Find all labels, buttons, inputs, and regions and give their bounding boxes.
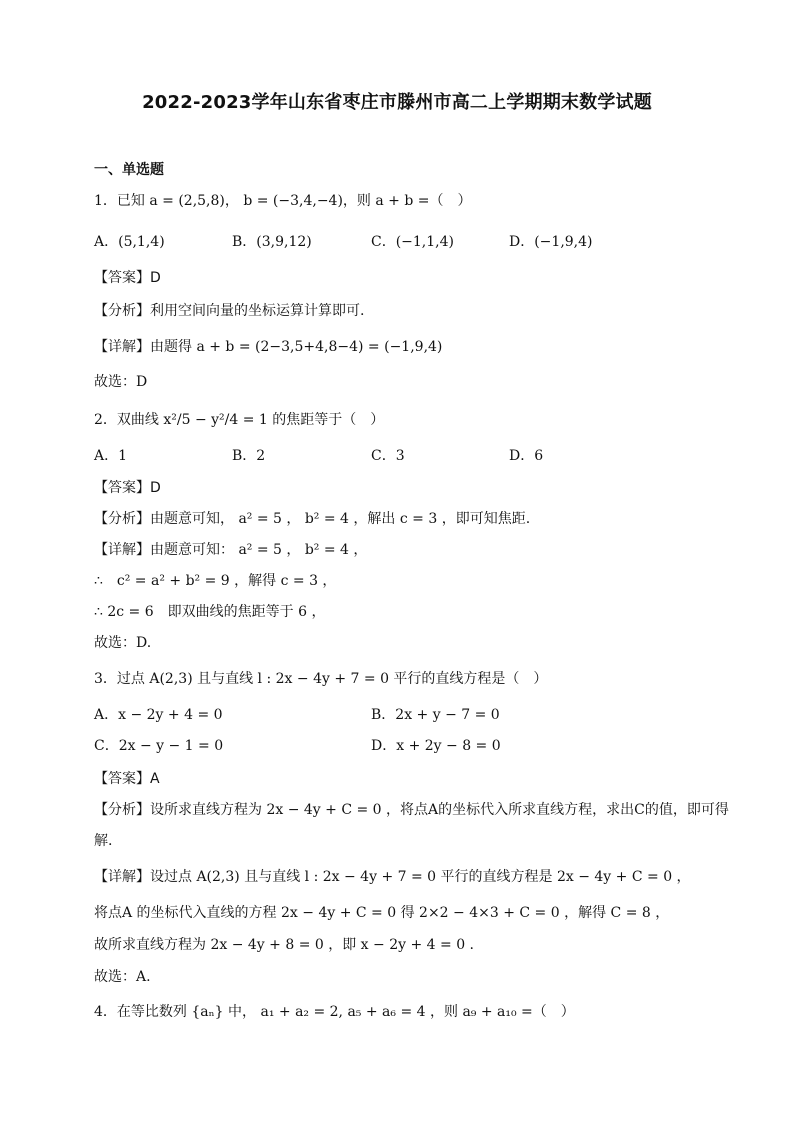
section-heading: 一、单选题: [94, 162, 164, 178]
question-4-stem: 4．在等比数列 {aₙ} 中， a₁ + a₂ = 2, a₅ + a₆ = 4 ，则 a₉ + a₁₀ =（ ）: [94, 1004, 575, 1020]
q2-option-c: C．3: [371, 448, 405, 464]
q2-option-d: D．6: [509, 448, 544, 464]
q2-option-a: A．1: [94, 448, 128, 464]
q1-detail: 【详解】由题得 a + b = (2−3,5+4,8−4) = (−1,9,4): [94, 339, 443, 355]
question-3-stem: 3．过点 A(2,3) 且与直线 l : 2x − 4y + 7 = 0 平行的直线方程是（ ）: [94, 671, 548, 687]
q1-option-d: D．(−1,9,4): [509, 234, 593, 250]
question-2-stem: 2．双曲线 x²/5 − y²/4 = 1 的焦距等于（ ）: [94, 412, 385, 428]
q3-step-2: 故所求直线方程为 2x − 4y + 8 = 0 ，即 x − 2y + 4 = 0 .: [94, 937, 474, 953]
q2-analysis: 【分析】由题意可知， a² = 5 ， b² = 4 ，解出 c = 3 ，即可知焦距.: [94, 511, 531, 527]
question-1-stem: 1．已知 a = (2,5,8)， b = (−3,4,−4)，则 a + b =（ ）: [94, 193, 472, 209]
q2-step-1: ∴ c² = a² + b² = 9 ，解得 c = 3 ，: [94, 573, 337, 589]
q2-answer: 【答案】D: [94, 480, 161, 496]
page-title: 2022-2023学年山东省枣庄市滕州市高二上学期期末数学试题: [142, 92, 652, 113]
q3-answer: 【答案】A: [94, 771, 160, 787]
q2-choose: 故选：D.: [94, 635, 152, 651]
q1-option-a: A．(5,1,4): [94, 234, 165, 250]
q1-answer: 【答案】D: [94, 270, 161, 286]
q3-analysis-line-1: 【分析】设所求直线方程为 2x − 4y + C = 0 ，将点A的坐标代入所求直线方程，求出C的值，即可得: [94, 802, 729, 818]
q2-option-b: B．2: [232, 448, 266, 464]
q1-option-b: B．(3,9,12): [232, 234, 312, 250]
q3-analysis-line-2: 解.: [94, 833, 113, 849]
q2-step-2: ∴ 2c = 6 即双曲线的焦距等于 6 ，: [94, 604, 326, 620]
q3-option-d: D．x + 2y − 8 = 0: [371, 738, 501, 754]
q3-step-1: 将点A 的坐标代入直线的方程 2x − 4y + C = 0 得 2×2 − 4×3 + C = 0 ，解得 C = 8 ，: [94, 905, 670, 921]
q1-choose: 故选：D: [94, 374, 148, 390]
q3-choose: 故选：A.: [94, 969, 151, 985]
q3-detail: 【详解】设过点 A(2,3) 且与直线 l : 2x − 4y + 7 = 0 平行的直线方程是 2x − 4y + C = 0 ，: [94, 869, 691, 885]
q3-option-b: B．2x + y − 7 = 0: [371, 707, 500, 723]
q2-detail: 【详解】由题意可知： a² = 5 ， b² = 4 ，: [94, 542, 368, 558]
q3-option-a: A．x − 2y + 4 = 0: [94, 707, 223, 723]
q1-analysis: 【分析】利用空间向量的坐标运算计算即可.: [94, 303, 365, 319]
q1-option-c: C．(−1,1,4): [371, 234, 454, 250]
q3-option-c: C．2x − y − 1 = 0: [94, 738, 224, 754]
